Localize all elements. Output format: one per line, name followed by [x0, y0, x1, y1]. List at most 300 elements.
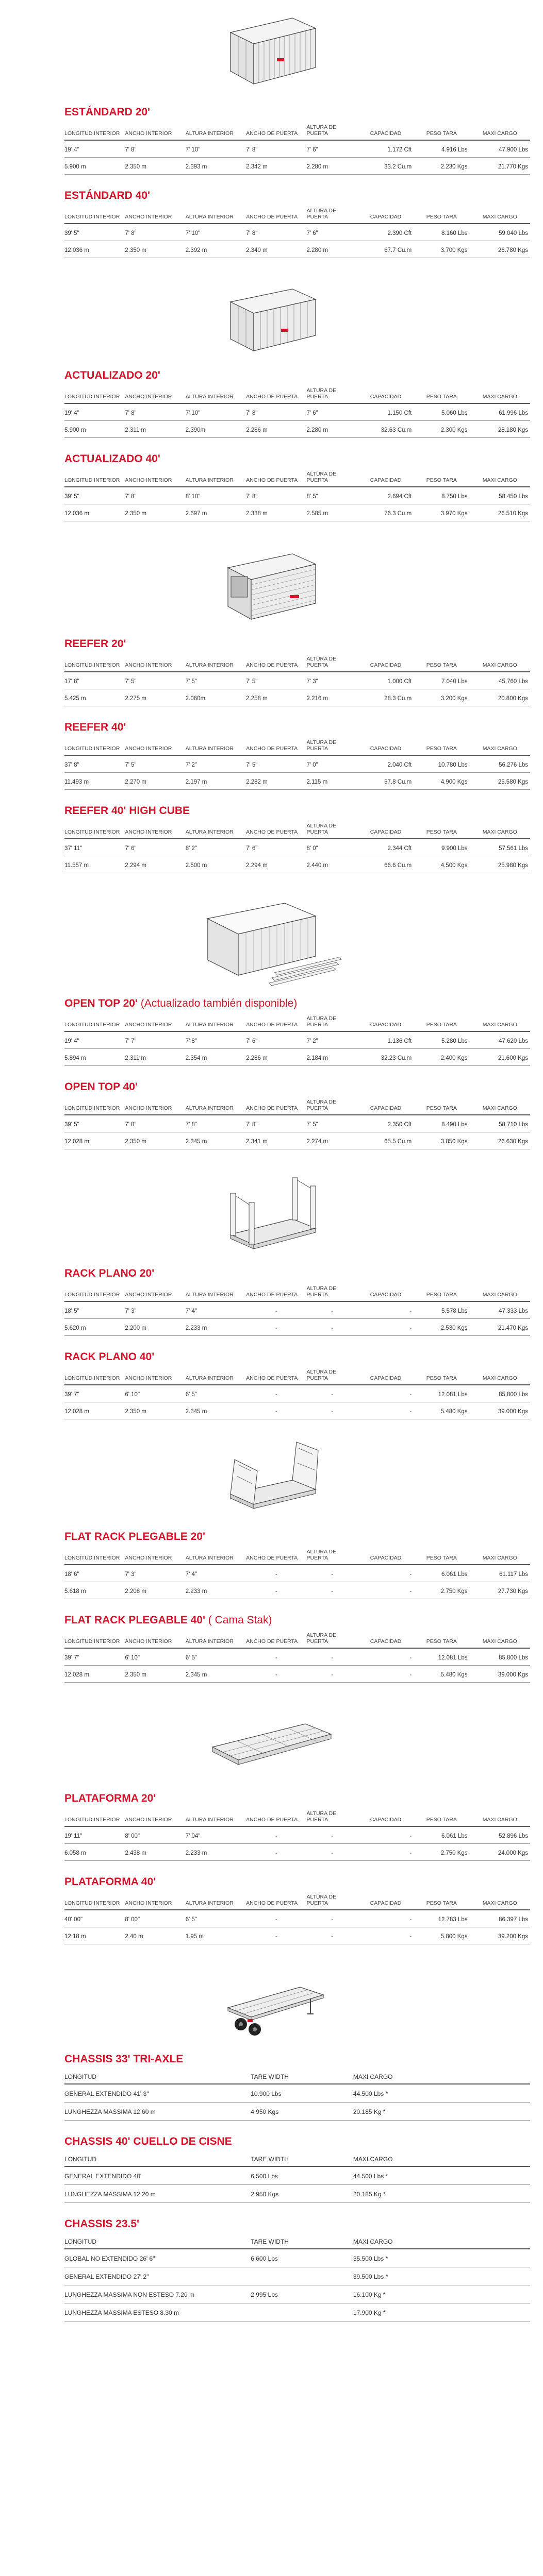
- table-row: [64, 2084, 530, 2103]
- col-header: ANCHO INTERIOR: [125, 1368, 185, 1385]
- cell: 32.63 Cu.m: [358, 421, 414, 438]
- cell: 20.800 Kgs: [470, 689, 530, 706]
- cell: -: [358, 1402, 414, 1419]
- cell: 7' 5": [307, 1115, 358, 1132]
- section-title: CHASSIS 40' CUELLO DE CISNE: [64, 2136, 232, 2147]
- col-header: MAXI CARGO: [470, 822, 530, 839]
- cell: -: [307, 1927, 358, 1944]
- cell: 2.440 m: [307, 856, 358, 873]
- cell: 19' 4": [64, 1031, 125, 1049]
- cell: 8' 5": [307, 487, 358, 504]
- cell: 25.580 Kgs: [470, 773, 530, 790]
- cell: 28.3 Cu.m: [358, 689, 414, 706]
- col-header: CAPACIDAD: [358, 1809, 414, 1826]
- section-chassis-23-5: [64, 2217, 530, 2321]
- table-row: [64, 241, 530, 258]
- cell: -: [246, 1648, 306, 1666]
- cell: 7' 8": [125, 403, 185, 421]
- col-header: LONGITUD: [64, 2154, 251, 2166]
- cell: 12.081 Lbs: [414, 1648, 469, 1666]
- cell: -: [246, 1385, 306, 1402]
- col-header: ALTURA INTERIOR: [186, 822, 246, 839]
- table-row: [64, 672, 530, 689]
- spec-table: [64, 1014, 530, 1066]
- cell: -: [307, 1301, 358, 1319]
- container-closed-icon: [215, 281, 328, 359]
- col-header: LONGITUD INTERIOR: [64, 1014, 125, 1031]
- spec-table: [64, 822, 530, 873]
- cell: 58.450 Lbs: [470, 487, 530, 504]
- section-title: FLAT RACK PLEGABLE 20': [64, 1531, 205, 1543]
- cell: 58.710 Lbs: [470, 1115, 530, 1132]
- col-header: PESO TARA: [414, 123, 469, 140]
- cell: 7' 04": [186, 1826, 246, 1844]
- col-header: ALTURA INTERIOR: [186, 123, 246, 140]
- cell: 39.000 Kgs: [470, 1666, 530, 1683]
- col-header: LONGITUD: [64, 2236, 251, 2249]
- col-header: LONGITUD INTERIOR: [64, 738, 125, 755]
- spec-table: [64, 1284, 530, 1336]
- cell: 76.3 Cu.m: [358, 504, 414, 521]
- cell: -: [307, 1385, 358, 1402]
- col-header: PESO TARA: [414, 1098, 469, 1115]
- cell: -: [307, 1582, 358, 1599]
- chassis-table: [64, 2071, 530, 2121]
- cell: -: [358, 1301, 414, 1319]
- spec-table: [64, 1809, 530, 1861]
- cell: 8.160 Lbs: [414, 224, 469, 241]
- cell: 16.100 Kg *: [353, 2285, 530, 2303]
- cell: 2.233 m: [186, 1844, 246, 1861]
- cell: 7' 8": [125, 487, 185, 504]
- cell: 39.000 Kgs: [470, 1402, 530, 1419]
- col-header: ALTURA INTERIOR: [186, 386, 246, 403]
- flat-rack-folding-icon: [215, 1435, 328, 1522]
- col-header: MAXI CARGO: [470, 386, 530, 403]
- cell: 20.185 Kg *: [353, 2185, 530, 2203]
- col-header: LONGITUD INTERIOR: [64, 470, 125, 487]
- col-header: LONGITUD INTERIOR: [64, 123, 125, 140]
- cell: 17.900 Kg *: [353, 2303, 530, 2321]
- col-header: PESO TARA: [414, 1631, 469, 1648]
- cell: 39' 7": [64, 1385, 125, 1402]
- cell: 7' 3": [125, 1565, 185, 1582]
- cell: 35.500 Lbs *: [353, 2249, 530, 2267]
- header-row: [64, 1631, 530, 1648]
- col-header: CAPACIDAD: [358, 1548, 414, 1565]
- col-header: ALTURA DE PUERTA: [307, 470, 358, 487]
- cell: 2.270 m: [125, 773, 185, 790]
- cell: 52.896 Lbs: [470, 1826, 530, 1844]
- cell: 2.282 m: [246, 773, 306, 790]
- cell: 12.783 Lbs: [414, 1910, 469, 1927]
- col-header: MAXI CARGO: [470, 123, 530, 140]
- table-row: [64, 773, 530, 790]
- cell: 6' 10": [125, 1385, 185, 1402]
- section-title: [64, 1614, 530, 1627]
- col-header: LONGITUD INTERIOR: [64, 207, 125, 224]
- col-header: MAXI CARGO: [470, 1548, 530, 1565]
- cell: 2.233 m: [186, 1319, 246, 1336]
- cell: 86.397 Lbs: [470, 1910, 530, 1927]
- table-row: [64, 1910, 530, 1927]
- table-row: [64, 689, 530, 706]
- cell: 7' 8": [186, 1031, 246, 1049]
- spec-table: [64, 1098, 530, 1149]
- cell: 39.500 Lbs *: [353, 2267, 530, 2285]
- cell: 1.000 Cft: [358, 672, 414, 689]
- cell: 2.340 m: [246, 241, 306, 258]
- table-row: [64, 1402, 530, 1419]
- col-header: PESO TARA: [414, 1893, 469, 1910]
- col-header: ALTURA DE PUERTA: [307, 1284, 358, 1301]
- cell: 10.900 Lbs: [251, 2084, 353, 2103]
- chassis-table: [64, 2236, 530, 2321]
- cell: 5.060 Lbs: [414, 403, 469, 421]
- cell: 2.060m: [186, 689, 246, 706]
- col-header: MAXI CARGO: [353, 2071, 530, 2084]
- cell: 2.258 m: [246, 689, 306, 706]
- cell: 12.18 m: [64, 1927, 125, 1944]
- cell: 12.036 m: [64, 241, 125, 258]
- cell: 7.040 Lbs: [414, 672, 469, 689]
- col-header: ALTURA DE PUERTA: [307, 1893, 358, 1910]
- col-header: ANCHO DE PUERTA: [246, 1893, 306, 1910]
- section-open-top-20: [64, 997, 530, 1066]
- cell: 7' 8": [246, 140, 306, 158]
- col-header: LONGITUD INTERIOR: [64, 1548, 125, 1565]
- section-rack-plano-40: [64, 1350, 530, 1419]
- cell: 6' 10": [125, 1648, 185, 1666]
- col-header: LONGITUD INTERIOR: [64, 1368, 125, 1385]
- col-header: ALTURA INTERIOR: [186, 470, 246, 487]
- cell: 7' 8": [246, 403, 306, 421]
- cell: 19' 11": [64, 1826, 125, 1844]
- section-title: PLATAFORMA 40': [64, 1876, 156, 1888]
- header-row: [64, 1809, 530, 1826]
- cell: -: [358, 1565, 414, 1582]
- cell: -: [358, 1648, 414, 1666]
- col-header: ANCHO DE PUERTA: [246, 655, 306, 672]
- cell: 7' 6": [246, 1031, 306, 1049]
- col-header: ANCHO DE PUERTA: [246, 123, 306, 140]
- cell: 7' 6": [125, 839, 185, 856]
- cell: 7' 6": [307, 224, 358, 241]
- cell: -: [358, 1666, 414, 1683]
- table-row: [64, 2267, 530, 2285]
- cell: 2.438 m: [125, 1844, 185, 1861]
- table-row: [64, 1844, 530, 1861]
- cell: 21.470 Kgs: [470, 1319, 530, 1336]
- section-plataforma-40: [64, 1875, 530, 1944]
- cell: 2.354 m: [186, 1049, 246, 1066]
- col-header: MAXI CARGO: [470, 1809, 530, 1826]
- cell: 2.311 m: [125, 1049, 185, 1066]
- cell: 26.510 Kgs: [470, 504, 530, 521]
- col-header: ALTURA INTERIOR: [186, 1098, 246, 1115]
- section-actualizado-40: [64, 452, 530, 521]
- spec-table: [64, 1548, 530, 1599]
- cell: 45.760 Lbs: [470, 672, 530, 689]
- cell: LUNGHEZZA MASSIMA 12.20 m: [64, 2185, 251, 2203]
- col-header: PESO TARA: [414, 1809, 469, 1826]
- cell: 44.500 Lbs *: [353, 2084, 530, 2103]
- col-header: PESO TARA: [414, 655, 469, 672]
- table-row: [64, 224, 530, 241]
- cell: 2.350 m: [125, 504, 185, 521]
- header-row: [64, 123, 530, 140]
- section-title-text: FLAT RACK PLEGABLE 40': [64, 1614, 205, 1626]
- col-header: ANCHO DE PUERTA: [246, 822, 306, 839]
- cell: 27.730 Kgs: [470, 1582, 530, 1599]
- section-title: REEFER 40' HIGH CUBE: [64, 805, 190, 817]
- header-row: [64, 822, 530, 839]
- cell: 61.117 Lbs: [470, 1565, 530, 1582]
- col-header: LONGITUD INTERIOR: [64, 1893, 125, 1910]
- col-header: CAPACIDAD: [358, 470, 414, 487]
- cell: 2.995 Lbs: [251, 2285, 353, 2303]
- col-header: CAPACIDAD: [358, 822, 414, 839]
- section-title: ESTÁNDARD 40': [64, 190, 151, 201]
- cell: -: [246, 1826, 306, 1844]
- cell: 5.900 m: [64, 421, 125, 438]
- cell: 4.950 Kgs: [251, 2103, 353, 2121]
- container-reefer-icon: [212, 545, 331, 627]
- cell: 2.350 m: [125, 241, 185, 258]
- cell: 7' 8": [246, 487, 306, 504]
- col-header: ALTURA INTERIOR: [186, 655, 246, 672]
- cell: 2.200 m: [125, 1319, 185, 1336]
- section-reefer-40-high-cube: [64, 804, 530, 873]
- table-row: [64, 158, 530, 175]
- cell: 5.425 m: [64, 689, 125, 706]
- section-title-note: (Actualizado también disponible): [137, 997, 298, 1009]
- cell: 44.500 Lbs *: [353, 2166, 530, 2185]
- cell: 39' 5": [64, 1115, 125, 1132]
- cell: 6' 5": [186, 1648, 246, 1666]
- section-title: [64, 997, 530, 1010]
- col-header: PESO TARA: [414, 822, 469, 839]
- col-header: ANCHO DE PUERTA: [246, 1631, 306, 1648]
- cell: 2.274 m: [307, 1132, 358, 1149]
- cell: 6.061 Lbs: [414, 1565, 469, 1582]
- cell: -: [307, 1648, 358, 1666]
- col-header: ALTURA INTERIOR: [186, 1631, 246, 1648]
- cell: 47.900 Lbs: [470, 140, 530, 158]
- col-header: ALTURA INTERIOR: [186, 1014, 246, 1031]
- table-row: [64, 755, 530, 773]
- cell: 1.95 m: [186, 1927, 246, 1944]
- col-header: CAPACIDAD: [358, 123, 414, 140]
- chassis-icon: [212, 1967, 331, 2044]
- table-row: [64, 2303, 530, 2321]
- cell: 2.294 m: [125, 856, 185, 873]
- cell: LUNGHEZZA MASSIMA 12.60 m: [64, 2103, 251, 2121]
- header-row: [64, 2154, 530, 2166]
- cell: 5.480 Kgs: [414, 1666, 469, 1683]
- cell: 3.850 Kgs: [414, 1132, 469, 1149]
- cell: 5.620 m: [64, 1319, 125, 1336]
- col-header: LONGITUD: [64, 2071, 251, 2084]
- col-header: PESO TARA: [414, 738, 469, 755]
- col-header: ALTURA INTERIOR: [186, 738, 246, 755]
- cell: 7' 8": [246, 224, 306, 241]
- col-header: ANCHO INTERIOR: [125, 1014, 185, 1031]
- cell: 56.276 Lbs: [470, 755, 530, 773]
- cell: 2.390 Cft: [358, 224, 414, 241]
- cell: 11.493 m: [64, 773, 125, 790]
- cell: 2.286 m: [246, 1049, 306, 1066]
- cell: -: [246, 1301, 306, 1319]
- cell: -: [358, 1826, 414, 1844]
- col-header: ANCHO INTERIOR: [125, 1631, 185, 1648]
- chassis-illustration: [0, 1962, 543, 2047]
- cell: -: [307, 1666, 358, 1683]
- col-header: TARE WIDTH: [251, 2071, 353, 2084]
- col-header: ALTURA DE PUERTA: [307, 1098, 358, 1115]
- cell: -: [358, 1319, 414, 1336]
- cell: 2.197 m: [186, 773, 246, 790]
- cell: -: [307, 1844, 358, 1861]
- section-chassis-33-tri-axle: [64, 2053, 530, 2121]
- spec-table: [64, 655, 530, 706]
- cell: 4.916 Lbs: [414, 140, 469, 158]
- cell: 2.230 Kgs: [414, 158, 469, 175]
- section-title-note: ( Cama Stak): [205, 1614, 272, 1626]
- cell: 2.585 m: [307, 504, 358, 521]
- cell: 2.750 Kgs: [414, 1582, 469, 1599]
- chassis-table: [64, 2154, 530, 2203]
- cell: 2.286 m: [246, 421, 306, 438]
- cell: 19' 4": [64, 403, 125, 421]
- cell: 47.333 Lbs: [470, 1301, 530, 1319]
- cell: 39.200 Kgs: [470, 1927, 530, 1944]
- table-row: [64, 1582, 530, 1599]
- container-illustration: [0, 0, 543, 100]
- cell: 7' 4": [186, 1301, 246, 1319]
- cell: 11.557 m: [64, 856, 125, 873]
- cell: LUNGHEZZA MASSIMA ESTESO 8.30 m: [64, 2303, 251, 2321]
- section-estandard-20: [64, 106, 530, 175]
- col-header: ANCHO DE PUERTA: [246, 207, 306, 224]
- col-header: PESO TARA: [414, 1284, 469, 1301]
- col-header: PESO TARA: [414, 470, 469, 487]
- section-open-top-40: [64, 1080, 530, 1149]
- col-header: ANCHO INTERIOR: [125, 470, 185, 487]
- cell: 4.900 Kgs: [414, 773, 469, 790]
- col-header: ANCHO INTERIOR: [125, 822, 185, 839]
- cell: 7' 6": [307, 140, 358, 158]
- cell: 24.000 Kgs: [470, 1844, 530, 1861]
- table-row: [64, 2285, 530, 2303]
- cell: 18' 6": [64, 1565, 125, 1582]
- table-row: [64, 1385, 530, 1402]
- cell: LUNGHEZZA MASSIMA NON ESTESO 7.20 m: [64, 2285, 251, 2303]
- cell: 9.900 Lbs: [414, 839, 469, 856]
- section-title: PLATAFORMA 20': [64, 1792, 156, 1804]
- col-header: CAPACIDAD: [358, 1368, 414, 1385]
- cell: 8' 00": [125, 1910, 185, 1927]
- cell: GENERAL EXTENDIDO 27' 2": [64, 2267, 251, 2285]
- cell: 39' 5": [64, 487, 125, 504]
- spec-table: [64, 1893, 530, 1944]
- col-header: ANCHO DE PUERTA: [246, 1548, 306, 1565]
- section-title: ACTUALIZADO 20': [64, 369, 160, 381]
- cell: 2.040 Cft: [358, 755, 414, 773]
- col-header: PESO TARA: [414, 386, 469, 403]
- col-header: MAXI CARGO: [353, 2154, 530, 2166]
- cell: 8' 00": [125, 1826, 185, 1844]
- cell: 7' 3": [307, 672, 358, 689]
- cell: 2.338 m: [246, 504, 306, 521]
- cell: 2.393 m: [186, 158, 246, 175]
- container-illustration: [0, 1703, 543, 1786]
- cell: 7' 8": [125, 140, 185, 158]
- container-illustration: [0, 886, 543, 992]
- col-header: CAPACIDAD: [358, 207, 414, 224]
- col-header: MAXI CARGO: [470, 470, 530, 487]
- cell: -: [246, 1565, 306, 1582]
- table-row: [64, 1049, 530, 1066]
- cell: 2.216 m: [307, 689, 358, 706]
- col-header: MAXI CARGO: [470, 1098, 530, 1115]
- section-flat-rack-plegable-20: [64, 1530, 530, 1599]
- cell: 7' 6": [307, 403, 358, 421]
- cell: 2.750 Kgs: [414, 1844, 469, 1861]
- cell: 57.561 Lbs: [470, 839, 530, 856]
- cell: 1.172 Cft: [358, 140, 414, 158]
- container-illustration: [0, 1165, 543, 1263]
- col-header: ANCHO INTERIOR: [125, 738, 185, 755]
- cell: 7' 10": [186, 140, 246, 158]
- cell: 18' 5": [64, 1301, 125, 1319]
- col-header: LONGITUD INTERIOR: [64, 655, 125, 672]
- container-illustration: [0, 539, 543, 632]
- container-illustration: [0, 276, 543, 364]
- section-title: RACK PLANO 20': [64, 1267, 155, 1279]
- col-header: ALTURA DE PUERTA: [307, 1631, 358, 1648]
- cell: 2.233 m: [186, 1582, 246, 1599]
- cell: 7' 5": [246, 672, 306, 689]
- cell: -: [246, 1582, 306, 1599]
- cell: -: [246, 1402, 306, 1419]
- cell: 1.150 Cft: [358, 403, 414, 421]
- cell: 6' 5": [186, 1385, 246, 1402]
- cell: 26.780 Kgs: [470, 241, 530, 258]
- cell: -: [358, 1910, 414, 1927]
- col-header: LONGITUD INTERIOR: [64, 822, 125, 839]
- cell: 7' 5": [125, 755, 185, 773]
- col-header: LONGITUD INTERIOR: [64, 1098, 125, 1115]
- col-header: ALTURA DE PUERTA: [307, 655, 358, 672]
- container-illustration: [0, 1432, 543, 1525]
- cell: 5.618 m: [64, 1582, 125, 1599]
- cell: 2.184 m: [307, 1049, 358, 1066]
- cell: 21.770 Kgs: [470, 158, 530, 175]
- col-header: ANCHO DE PUERTA: [246, 1284, 306, 1301]
- cell: 7' 3": [125, 1301, 185, 1319]
- col-header: ANCHO DE PUERTA: [246, 1809, 306, 1826]
- cell: 2.697 m: [186, 504, 246, 521]
- cell: 2.694 Cft: [358, 487, 414, 504]
- cell: 12.081 Lbs: [414, 1385, 469, 1402]
- cell: 5.480 Kgs: [414, 1402, 469, 1419]
- cell: 2.300 Kgs: [414, 421, 469, 438]
- cell: 28.180 Kgs: [470, 421, 530, 438]
- cell: 8' 0": [307, 839, 358, 856]
- cell: -: [307, 1910, 358, 1927]
- spec-table: [64, 470, 530, 521]
